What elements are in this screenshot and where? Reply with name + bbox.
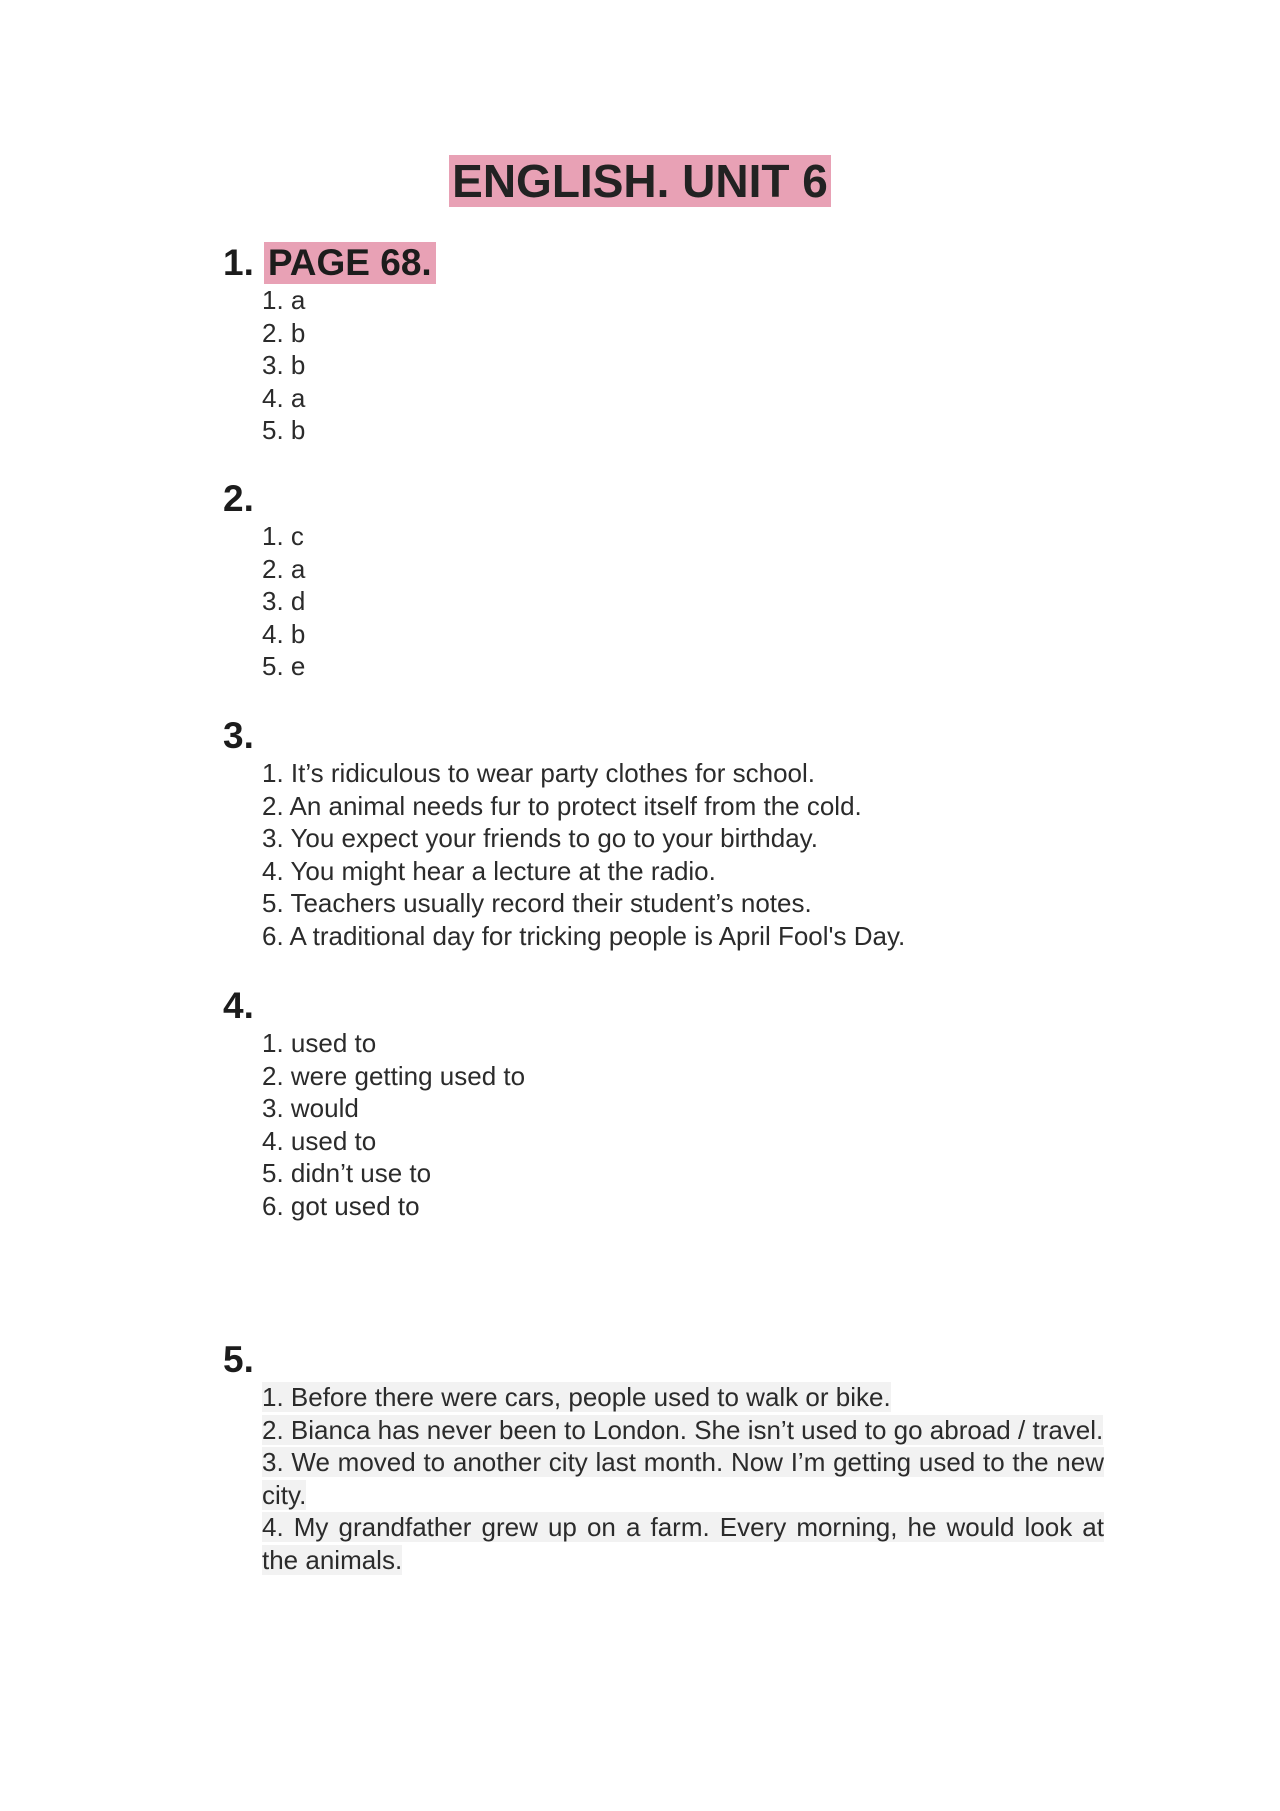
list-item: 1. a (262, 285, 306, 315)
list-item: 1. It’s ridiculous to wear party clothes for school. (262, 758, 815, 788)
section-number: 1. (223, 242, 254, 283)
answer-list (262, 520, 1103, 683)
section-heading (223, 985, 1103, 1027)
list-item: 2. a (262, 553, 306, 584)
list-item (262, 1381, 1104, 1414)
section-1 (223, 242, 1103, 447)
list-item: 3. would (262, 1093, 359, 1123)
list-item: 5. Teachers usually record their student’s notes. (262, 888, 812, 918)
list-item-text: 1. Before there were cars, people used to walk or bike. (262, 1382, 891, 1412)
list-item (262, 1446, 1104, 1511)
section-5 (223, 1339, 1103, 1576)
list-item: 3. You expect your friends to go to your birthday. (262, 823, 818, 853)
answer-list (262, 284, 1103, 447)
list-item-text: 2. Bianca has never been to London. She isn’t used to go abroad / travel. (262, 1414, 1104, 1445)
section-title: PAGE 68. (264, 242, 436, 284)
list-item (262, 1511, 1104, 1576)
section-number: 3. (223, 715, 254, 756)
section-number: 5. (223, 1339, 254, 1380)
list-item: 6. got used to (262, 1190, 420, 1221)
section-heading (223, 242, 1103, 284)
section-heading (223, 478, 1103, 520)
answer-list (262, 1381, 1104, 1576)
list-item: 2. were getting used to (262, 1060, 526, 1091)
list-item: 1. used to (262, 1028, 377, 1058)
list-item-text: 3. We moved to another city last month. Now I’m getting used to the new city. (262, 1447, 1104, 1510)
list-item: 5. e (262, 651, 306, 681)
list-item-text: 4. My grandfather grew up on a farm. Every morning, he would look at the animals. (262, 1512, 1104, 1575)
section-4 (223, 985, 1103, 1222)
answer-list (262, 1027, 1103, 1222)
section-heading (223, 1339, 1103, 1381)
list-item: 2. b (262, 317, 306, 348)
list-item: 1. c (262, 521, 304, 551)
section-2 (223, 478, 1103, 683)
list-item: 2. An animal needs fur to protect itself from the cold. (262, 790, 862, 821)
list-item: 4. b (262, 618, 306, 649)
section-3 (223, 715, 1103, 952)
list-item: 6. A traditional day for tricking people is April Fool's Day. (262, 920, 906, 951)
section-number: 2. (223, 478, 254, 519)
section-number: 4. (223, 985, 254, 1026)
list-item: 5. didn’t use to (262, 1158, 432, 1188)
list-item: 5. b (262, 415, 306, 445)
list-item: 3. d (262, 586, 306, 616)
list-item: 4. You might hear a lecture at the radio. (262, 855, 716, 886)
answer-list (262, 757, 1103, 952)
section-heading (223, 715, 1103, 757)
page-title (0, 153, 1280, 209)
list-item (262, 1414, 1104, 1447)
page-title-text: ENGLISH. UNIT 6 (449, 155, 831, 207)
list-item: 3. b (262, 350, 306, 380)
list-item: 4. a (262, 382, 306, 413)
list-item: 4. used to (262, 1125, 377, 1156)
